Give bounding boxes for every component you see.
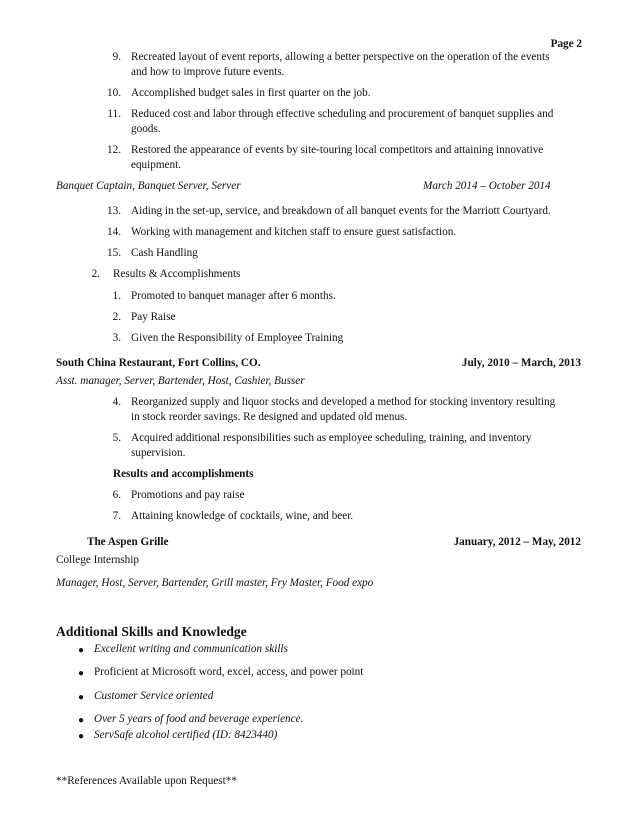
bullet-icon: ●	[78, 731, 85, 742]
references-note: **References Available upon Request**	[56, 775, 237, 787]
job-dates-south-china: July, 2010 – March, 2013	[461, 357, 581, 369]
bullet-icon: ●	[78, 692, 85, 703]
aspen-subtitle: College Internship	[56, 554, 139, 566]
skills-heading: Additional Skills and Knowledge	[56, 624, 247, 639]
job-title-aspen-grille: Manager, Host, Server, Bartender, Grill master, Fry Master, Food expo	[56, 577, 374, 589]
job-title-marriott: Banquet Captain, Banquet Server, Server	[56, 180, 241, 192]
employer-aspen-grille: The Aspen Grille	[87, 536, 169, 548]
job-title-south-china: Asst. manager, Server, Bartender, Host, Cashier, Busser	[56, 375, 305, 387]
bullet-icon: ●	[78, 645, 85, 656]
job-dates-marriott: March 2014 – October 2014	[423, 180, 551, 192]
bullet-icon: ●	[78, 715, 85, 726]
page-number: Page 2	[550, 38, 582, 50]
job-dates-aspen-grille: January, 2012 – May, 2012	[453, 536, 581, 548]
bullet-icon: ●	[78, 668, 85, 679]
resume-page-2: Page 2 9. Recreated layout of event reports, allowing a better perspective on the operation of the events and how to improve future events. 10. Accomplished budget sales in first quarter on the job. 11. Reduced cost and labor through effective scheduling and procurement of banquet supplies and goods. 12. Restored the appearance of events by site-touring local competitors and attaining innovative equipment. Banquet Captain, Banquet Server, Server March 2014 – October 2014 13. Aiding in the set-up, service, and breakdown of all banquet events for the Marriott Courtyard. 14. Working with management and kitchen staff to ensure guest satisfaction. 15. Cash Handling 2. Results & Accomplishments 1. Promoted to banquet manager after 6 months. 2. Pay Raise 3. Given the Responsibility of Employee Training South China Restaurant, Fort Collins, CO. July, 2010 – March, 2013 Asst. manager, Server, Bartender, Host, Cashier, Busser 4. Reorganized supply and liquor stocks and developed a method for stocking inventory resulting in stock reorder savings. Re designed and updated old menus. 5. Acquired additional responsibilities such as employee scheduling, training, and inventory supervision. Results and accomplishments 6. Promotions and pay raise 7. Attaining knowledge of cocktails, wine, and beer. The Aspen Grille January, 2012 – May, 2012 College Internship Manager, Host, Server, Bartender, Grill master, Fry Master, Food expo Additional Skills and Knowledge ● Excellent writing and communication skills ● Proficient at Microsoft word, excel, access, and power point ● Customer Service oriented ● Over 5 years of food and beverage experience. ● ServSafe alcohol certified (ID: 8423440) **References Available upon Request**	[56, 38, 582, 787]
employer-south-china: South China Restaurant, Fort Collins, CO.	[56, 357, 261, 369]
results-heading: Results and accomplishments	[113, 468, 254, 480]
